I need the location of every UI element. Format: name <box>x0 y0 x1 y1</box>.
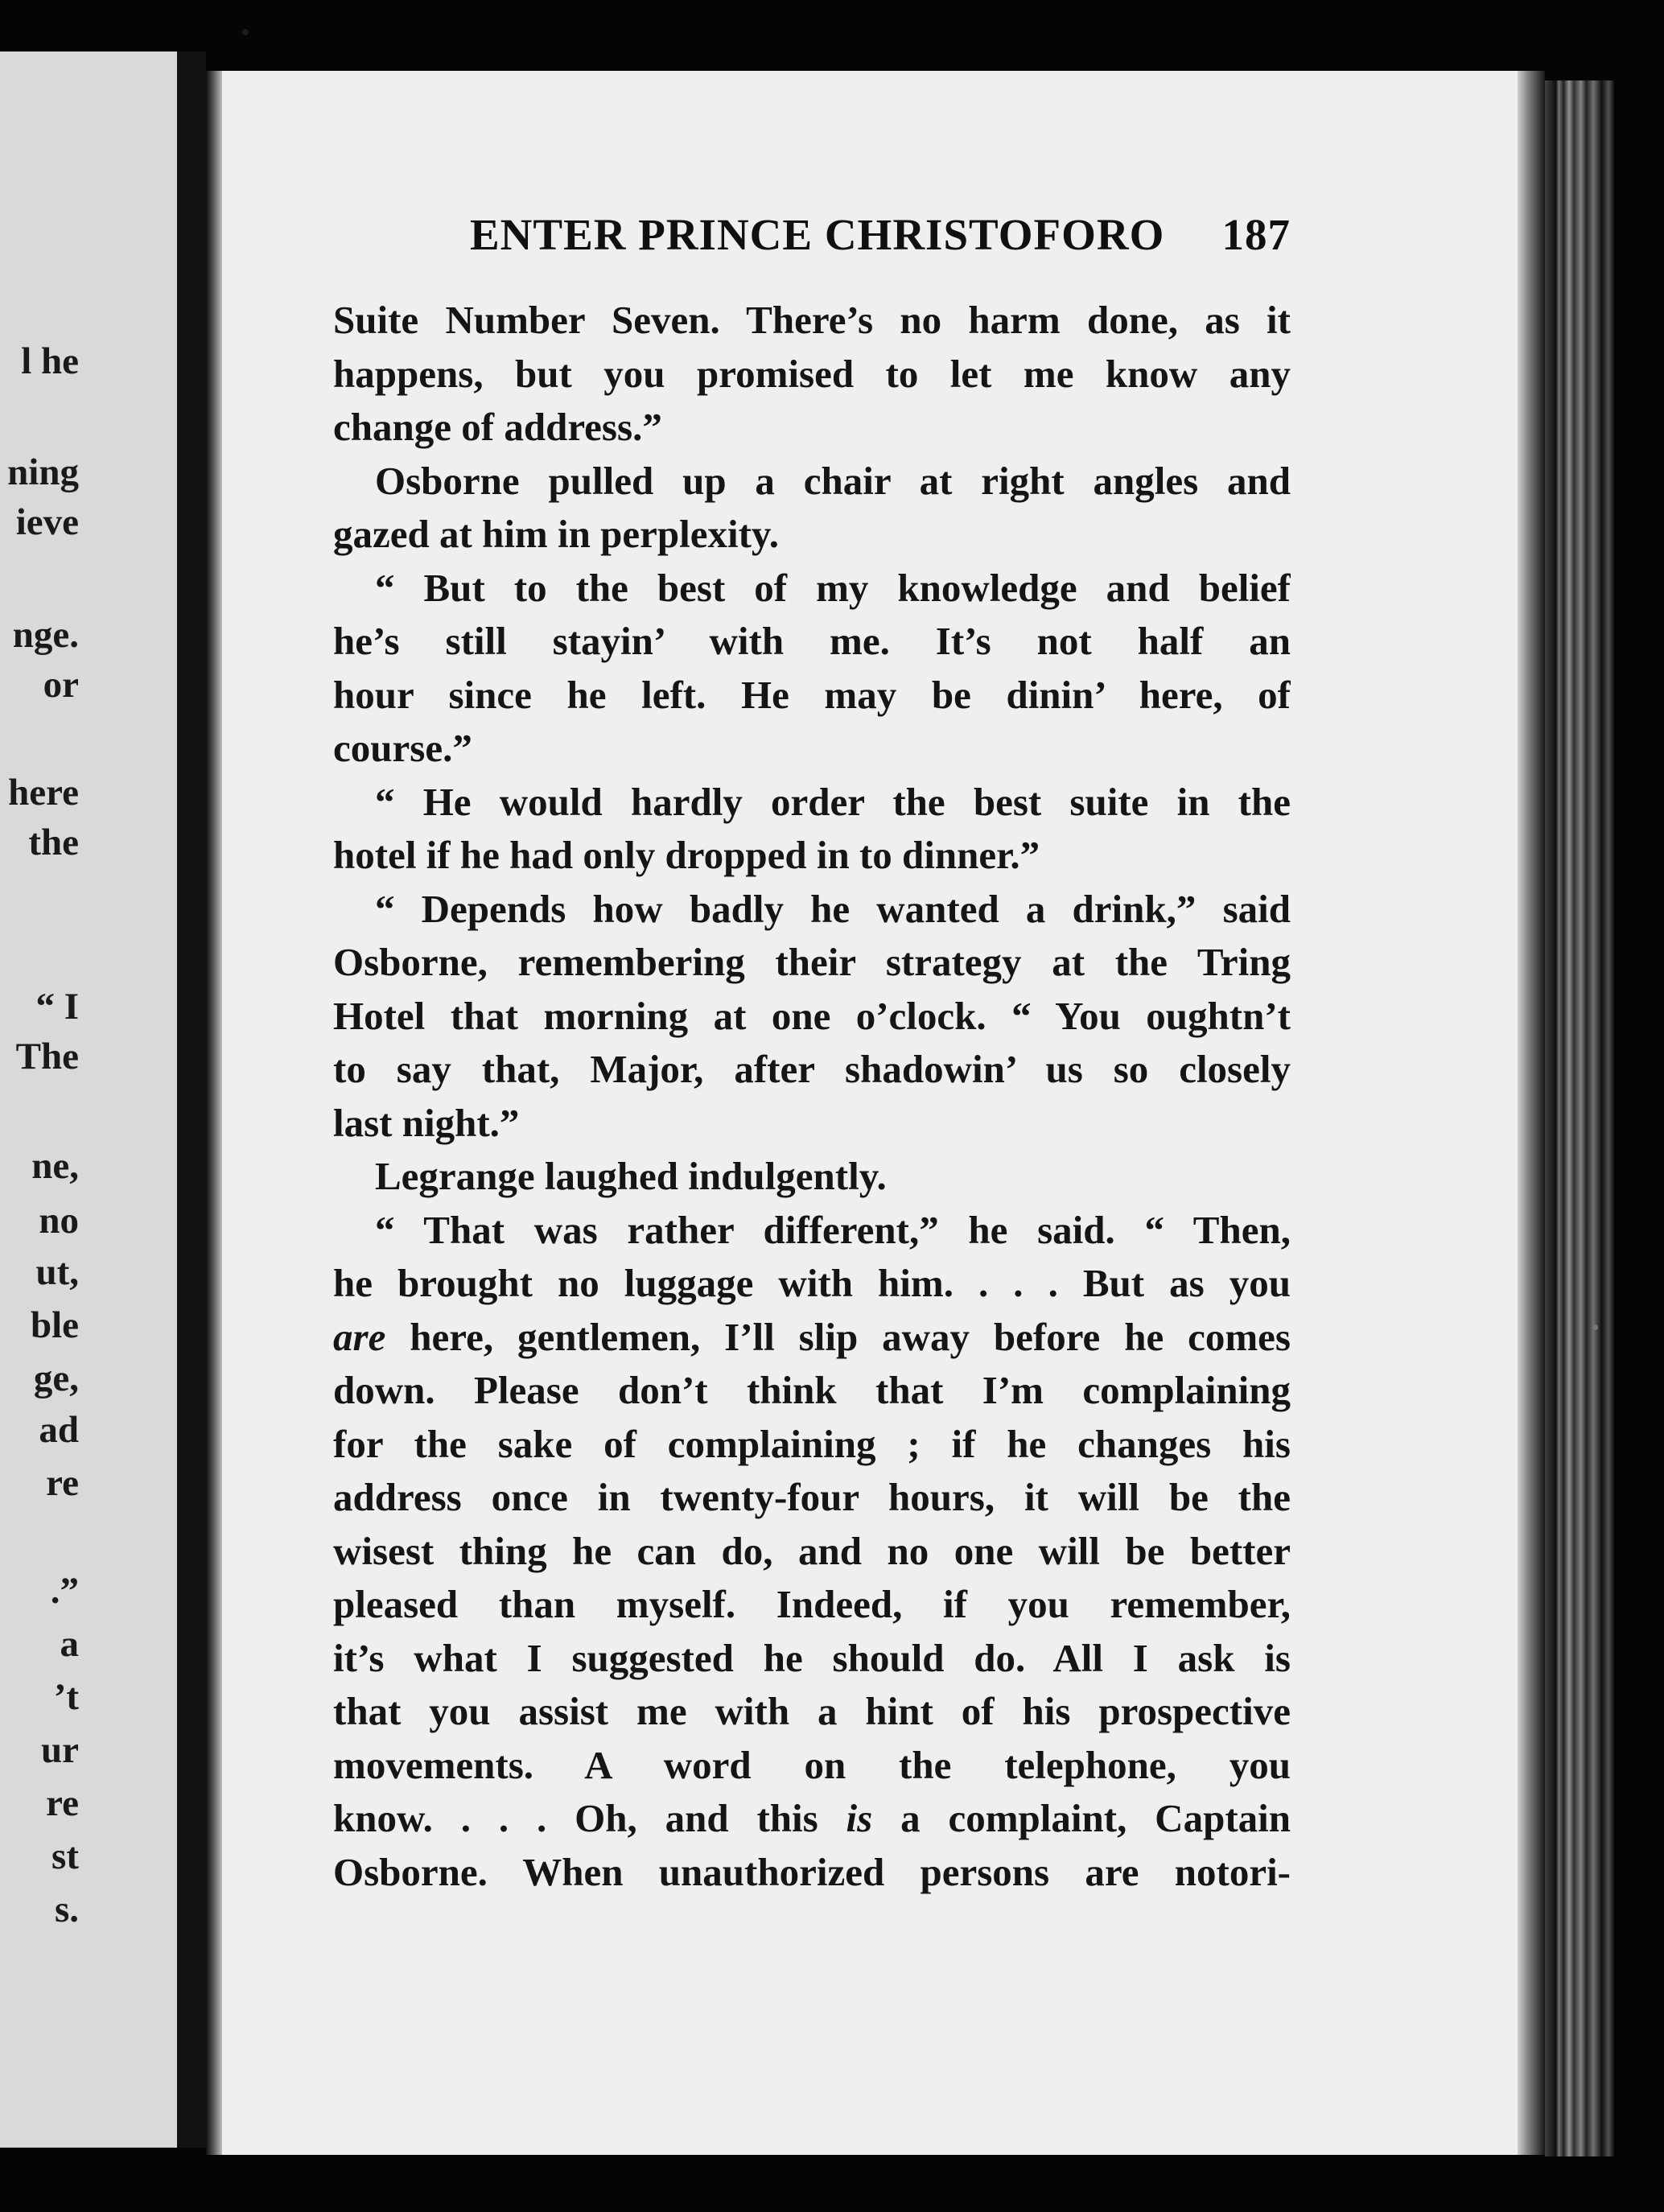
left-fragment: the <box>28 822 79 863</box>
left-fragment: l he <box>21 340 79 382</box>
text-line: he’s still stayin’ with me. It’s not half an <box>333 619 1291 663</box>
italic-emphasis: are <box>333 1314 386 1359</box>
left-fragment: ad <box>39 1409 79 1451</box>
text-line: Legrange laughed indulgently. <box>375 1154 887 1198</box>
page-number: 187 <box>1221 210 1291 259</box>
text-line: address once in twenty-four hours, it will be the <box>333 1475 1291 1519</box>
text-line: pleased than myself. Indeed, if you remember, <box>333 1582 1291 1626</box>
left-fragment: no <box>39 1200 79 1242</box>
book-text-block <box>333 294 1291 1899</box>
left-fragment: ieve <box>15 501 79 543</box>
right-page-shadow <box>1518 71 1545 2155</box>
left-fragment: s. <box>54 1889 79 1930</box>
left-page-fragment <box>0 51 177 2148</box>
text-line: he brought no luggage with him. . . . But as you <box>333 1261 1291 1305</box>
text-line: “ But to the best of my knowledge and belief <box>375 565 1291 610</box>
left-fragment: ble <box>30 1304 79 1346</box>
book-gutter-left <box>177 51 206 2148</box>
left-fragment: ’t <box>53 1676 79 1718</box>
left-fragment: st <box>51 1835 79 1877</box>
text-line: course.” <box>333 726 472 770</box>
text-line: to say that, Major, after shadowin’ us so closely <box>333 1047 1291 1091</box>
left-fragment: nge. <box>12 614 79 656</box>
italic-emphasis: is <box>818 1796 901 1840</box>
left-page-text-fragments <box>0 51 177 2148</box>
page-header <box>470 209 1291 266</box>
left-fragment: re <box>46 1462 79 1504</box>
text-line: “ Depends how badly he wanted a drink,” said <box>375 886 1291 931</box>
text-line: gazed at him in perplexity. <box>333 512 779 556</box>
book-page-edges <box>1545 80 1614 2156</box>
text-line: happens, but you promised to let me know any <box>333 351 1291 396</box>
left-fragment: .” <box>50 1570 79 1612</box>
text-line: Osborne. When unauthorized persons are notori- <box>333 1849 1291 1894</box>
text-line: down. Please don’t think that I’m complaining <box>333 1368 1291 1412</box>
text-line: Suite Number Seven. There’s no harm done, as it <box>333 298 1291 342</box>
text-line: wisest thing he can do, and no one will be better <box>333 1528 1291 1573</box>
left-fragment: here <box>8 772 79 814</box>
left-fragment: a <box>60 1623 79 1665</box>
text-line: last night.” <box>333 1100 520 1145</box>
left-fragment: ut, <box>35 1251 79 1293</box>
scan-speck <box>242 29 249 35</box>
text-line: hotel if he had only dropped in to dinner.” <box>333 833 1040 877</box>
left-fragment: ur <box>41 1729 79 1771</box>
left-fragment: ge, <box>33 1357 79 1399</box>
text-line: Osborne, remembering their strategy at the Tring <box>333 940 1291 984</box>
left-fragment: ne, <box>31 1145 79 1187</box>
text-line: for the sake of complaining ; if he changes his <box>333 1421 1291 1466</box>
text-line: movements. A word on the telephone, you <box>333 1742 1291 1787</box>
text-line: Osborne pulled up a chair at right angles and <box>375 458 1291 503</box>
left-fragment: The <box>15 1036 79 1077</box>
text-line: Hotel that morning at one o’clock. “ You oughtn’t <box>333 993 1291 1038</box>
left-fragment: ning <box>7 451 79 493</box>
text-line: that you assist me with a hint of his prospective <box>333 1689 1291 1733</box>
book-gutter-right <box>206 71 222 2155</box>
text-line: “ That was rather different,” he said. “ Then, <box>375 1207 1291 1252</box>
text-line: it’s what I suggested he should do. All I ask is <box>333 1635 1291 1680</box>
text-line: know. . . . Oh, and this is a complaint, Captain <box>333 1796 1291 1840</box>
left-fragment: “ I <box>35 986 79 1028</box>
running-head: ENTER PRINCE CHRISTOFORO <box>470 210 1165 259</box>
scan-speck <box>1592 1324 1598 1330</box>
text-line: “ He would hardly order the best suite in the <box>375 779 1291 824</box>
text-line: hour since he left. He may be dinin’ here, of <box>333 672 1291 717</box>
left-fragment: re <box>46 1782 79 1824</box>
text-line: change of address.” <box>333 405 662 449</box>
text-line: are here, gentlemen, I’ll slip away before he comes <box>333 1314 1291 1359</box>
left-fragment: or <box>43 664 79 706</box>
